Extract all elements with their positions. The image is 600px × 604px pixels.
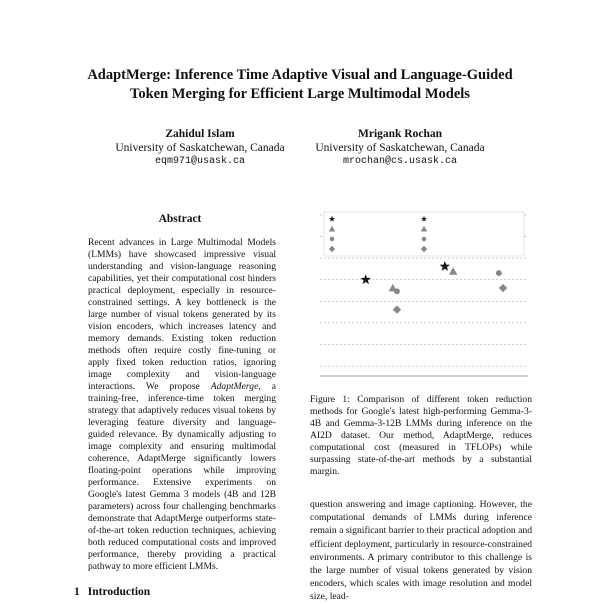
data-point-diamond [393, 305, 401, 313]
author-name: Zahidul Islam [165, 128, 235, 140]
data-point-circle [394, 288, 400, 294]
abstract-post: , a training-free, inference-time token merging strategy that adaptively reduces visual tokens by leveraging feature diversity and language-guided relevance. By dynamically adjusting to image complexity and ensuring multimodal coherence, AdaptMerge significantly lowers floating-point operations while improving performance. Extensive experiments on Google's latest Gemma 3 models (4B and 12B parameters) across four challenging benchmarks demonstrate that AdaptMerge outperforms state-of-the-art token reduction techniques, achieving both reduced computational costs and improved performance, thereby providing a practical pathway to more efficient LMMs. [88, 381, 276, 572]
author-email: mrochan@cs.usask.ca [342, 156, 458, 167]
section-title: Introduction [87, 586, 151, 598]
data-point-star [361, 274, 371, 284]
data-point-triangle [449, 267, 457, 275]
author-affiliation: University of Saskatchewan, Canada [315, 142, 485, 154]
author-affiliation: University of Saskatchewan, Canada [115, 142, 285, 154]
author-2 [300, 127, 500, 169]
section-number: 1 [74, 586, 80, 598]
data-point-circle [496, 270, 502, 276]
title-line-1: AdaptMerge: Inference Time Adaptive Visual and Language-Guided [87, 67, 513, 83]
figure-1-chart [308, 204, 532, 384]
paper-title [60, 66, 540, 104]
legend-marker [422, 237, 426, 241]
abstract-heading: Abstract [158, 213, 202, 225]
figure-caption: Figure 1: Comparison of different token reduction methods for Google's latest high-performing Gemma-3-4B and Gemma-3-12B LMMs during inference on the AI2D dataset. Our method, AdaptMerge, reduces computational cost (measured in TFLOPs) while surpassing state-of-the-art methods by a substantial margin. [310, 394, 532, 477]
intro-paragraph: question answering and image captioning. However, the computational demands of LMMs during inference remain a significant barrier to their practical adoption and efficient deployment, particularly in resource-constrained environments. A primary contributor to this challenge is the large number of visual tokens generated by vision encoders, which scales with image resolution and model size, lead- [310, 499, 532, 603]
abstract-pre: Recent advances in Large Multimodal Models (LMMs) have showcased impressive visual understanding and vision-language reasoning capabilities, yet their computational cost hinders practical deployment, especially in resource-constrained settings. A key bottleneck is the large number of visual tokens generated by its vision encoders, which increases latency and memory demands. Existing token reduction methods often require costly fine-tuning or apply fixed token reduction ratios, ignoring image complexity and vision-language interactions. We propose [88, 237, 276, 392]
author-name: Mrigank Rochan [357, 128, 443, 140]
legend-marker [330, 237, 334, 241]
abstract-method-name: AdaptMerge [210, 381, 259, 392]
data-point-diamond [499, 284, 507, 292]
data-point-star [440, 261, 450, 271]
section-heading [74, 586, 150, 598]
title-line-2: Token Merging for Efficient Large Multimodal Models [130, 86, 470, 102]
abstract-text [88, 237, 276, 573]
author-1 [100, 127, 300, 169]
author-email: eqm971@usask.ca [154, 156, 245, 167]
